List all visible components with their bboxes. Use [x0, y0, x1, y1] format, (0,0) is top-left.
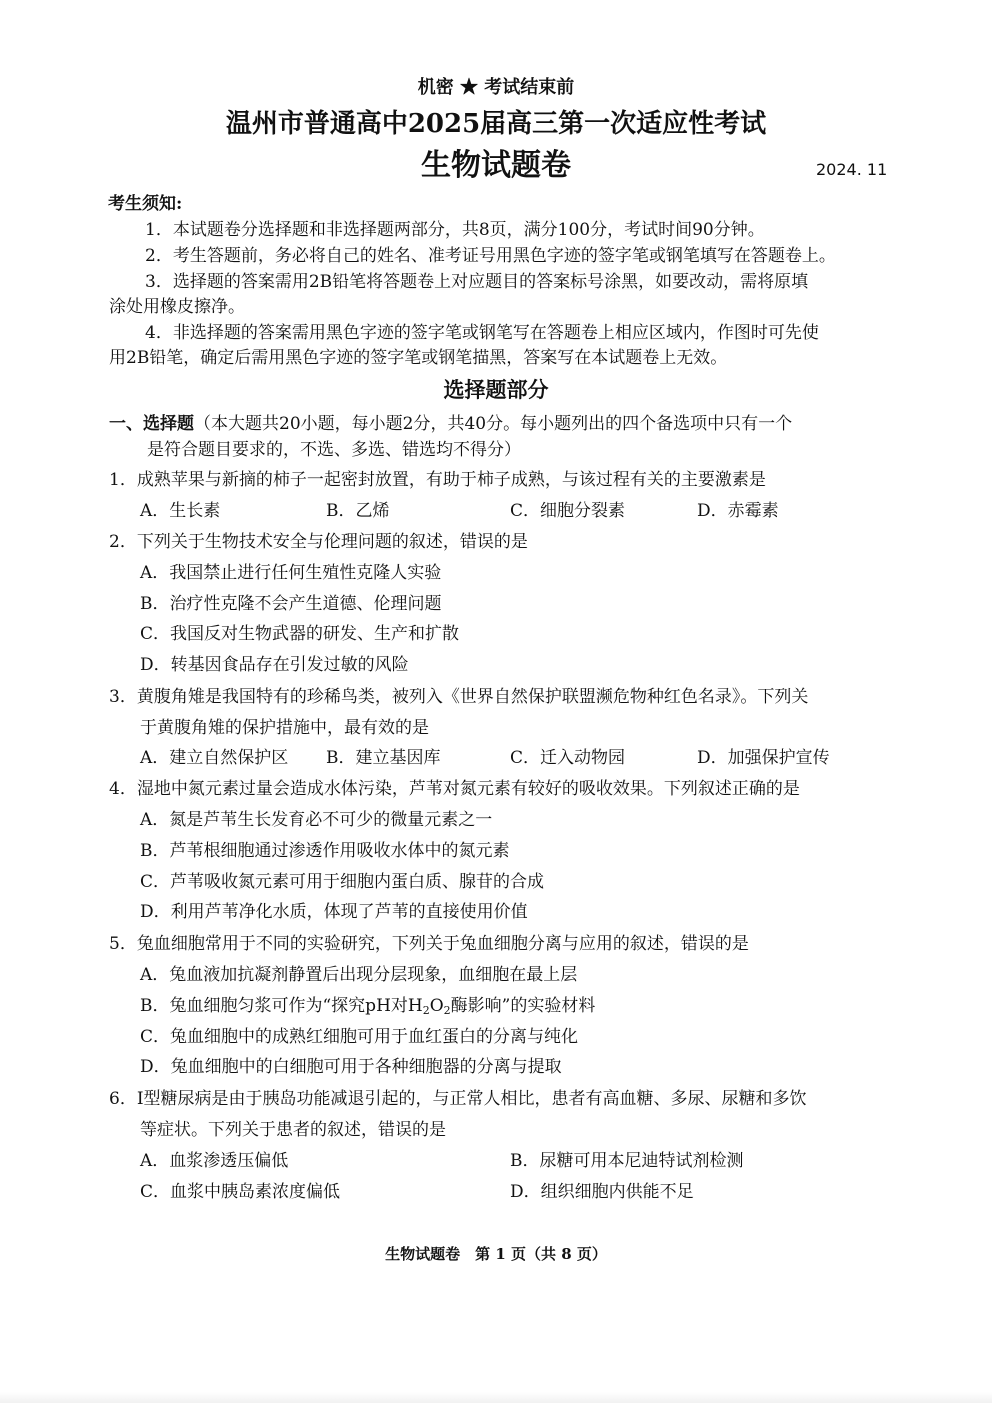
scan-edge-shadow: [0, 1392, 992, 1403]
section-title: 选择题部分: [443, 377, 549, 402]
q4-option-c: C．芦苇吸收氮元素可用于细胞内蛋白质、腺苷的合成: [140, 872, 545, 892]
q5-option-b-text-mid: O: [429, 996, 444, 1016]
q5-option-b-subscript-1: 2: [422, 1004, 430, 1017]
q2-stem: 2．下列关于生物技术安全与伦理问题的叙述，错误的是: [109, 532, 528, 552]
q6-stem-line-2: 等症状。下列关于患者的叙述，错误的是: [140, 1120, 446, 1140]
q6-option-a: A．血浆渗透压偏低: [140, 1151, 289, 1171]
paper-title: 生物试题卷: [421, 148, 571, 183]
q3-option-d: D．加强保护宣传: [697, 748, 830, 768]
q3-option-b: B．建立基因库: [326, 748, 441, 768]
notice-item-4-line-2: 用2B铅笔，确定后需用黑色字迹的签字笔或钢笔描黑，答案写在本试题卷上无效。: [109, 348, 728, 368]
notice-item-4-line-1: 4．非选择题的答案需用黑色字迹的签字笔或钢笔写在答题卷上相应区域内，作图时可先使: [145, 323, 819, 343]
q5-option-b: [140, 994, 595, 1023]
q5-option-d: D．兔血细胞中的白细胞可用于各种细胞器的分离与提取: [140, 1057, 562, 1077]
q3-stem-line-2: 于黄腹角雉的保护措施中，最有效的是: [140, 718, 429, 738]
q4-option-a: A．氮是芦苇生长发育必不可少的微量元素之一: [140, 810, 493, 830]
q1-option-b: B．乙烯: [326, 501, 390, 521]
q3-option-a: A．建立自然保护区: [140, 748, 289, 768]
q5-option-b-text-start: B．兔血细胞匀浆可作为“探究pH对H: [140, 996, 423, 1016]
q4-option-d: D．利用芦苇净化水质，体现了芦苇的直接使用价值: [140, 902, 528, 922]
q3-option-c: C．迁入动物园: [510, 748, 626, 768]
q6-option-d: D．组织细胞内供能不足: [510, 1182, 694, 1202]
notice-item-1: 1．本试题卷分选择题和非选择题两部分，共8页，满分100分，考试时间90分钟。: [145, 220, 765, 240]
q5-option-b-text-end: 酶影响”的实验材料: [450, 996, 596, 1016]
q1-stem: 1．成熟苹果与新摘的柿子一起密封放置，有助于柿子成熟，与该过程有关的主要激素是: [109, 470, 766, 490]
q5-option-b-subscript-2: 2: [443, 1004, 451, 1017]
q2-option-c: C．我国反对生物武器的研发、生产和扩散: [140, 624, 460, 644]
exam-title: 温州市普通高中2025届高三第一次适应性考试: [225, 109, 767, 139]
q5-option-c: C．兔血细胞中的成熟红细胞可用于血红蛋白的分离与纯化: [140, 1027, 579, 1047]
q6-option-c: C．血浆中胰岛素浓度偏低: [140, 1182, 341, 1202]
q5-stem: 5．兔血细胞常用于不同的实验研究，下列关于兔血细胞分离与应用的叙述，错误的是: [109, 934, 749, 954]
exam-date: 2024. 11: [816, 160, 888, 179]
part1-desc-line-2: 是符合题目要求的，不选、多选、错选均不得分）: [147, 440, 521, 460]
q1-option-d: D．赤霉素: [697, 501, 779, 521]
page-footer: 生物试题卷 第 1 页（共 8 页）: [385, 1245, 607, 1263]
q4-stem: 4．湿地中氮元素过量会造成水体污染，芦苇对氮元素有较好的吸收效果。下列叙述正确的是: [109, 779, 800, 799]
q3-stem-line-1: 3．黄腹角雉是我国特有的珍稀鸟类，被列入《世界自然保护联盟濒危物种红色名录》。下列关: [109, 687, 809, 707]
part1-label: 一、选择题: [109, 414, 194, 434]
q2-option-b: B．治疗性克隆不会产生道德、伦理问题: [140, 594, 442, 614]
q2-option-a: A．我国禁止进行任何生殖性克隆人实验: [140, 563, 442, 583]
q4-option-b: B．芦苇根细胞通过渗透作用吸收水体中的氮元素: [140, 841, 510, 861]
notice-title: 考生须知:: [108, 194, 183, 214]
notice-item-3-line-2: 涂处用橡皮擦净。: [109, 297, 245, 317]
q1-option-c: C．细胞分裂素: [510, 501, 626, 521]
q5-option-a: A．兔血液加抗凝剂静置后出现分层现象，血细胞在最上层: [140, 965, 578, 985]
part1-desc-line-1: （本大题共20小题，每小题2分，共40分。每小题列出的四个备选项中只有一个: [194, 414, 793, 434]
notice-item-2: 2．考生答题前，务必将自己的姓名、准考证号用黑色字迹的签字笔或钢笔填写在答题卷上。: [145, 246, 836, 266]
part1-header: [109, 412, 792, 436]
q1-option-a: A．生长素: [140, 501, 221, 521]
confidential-mark: 机密 ★ 考试结束前: [417, 77, 575, 98]
notice-item-3-line-1: 3．选择题的答案需用2B铅笔将答题卷上对应题目的答案标号涂黑，如要改动，需将原填: [145, 272, 809, 292]
q6-option-b: B．尿糖可用本尼迪特试剂检测: [510, 1151, 744, 1171]
q6-stem-line-1: 6．I型糖尿病是由于胰岛功能减退引起的，与正常人相比，患者有高血糖、多尿、尿糖和多饮: [109, 1089, 807, 1109]
q2-option-d: D．转基因食品存在引发过敏的风险: [140, 655, 409, 675]
